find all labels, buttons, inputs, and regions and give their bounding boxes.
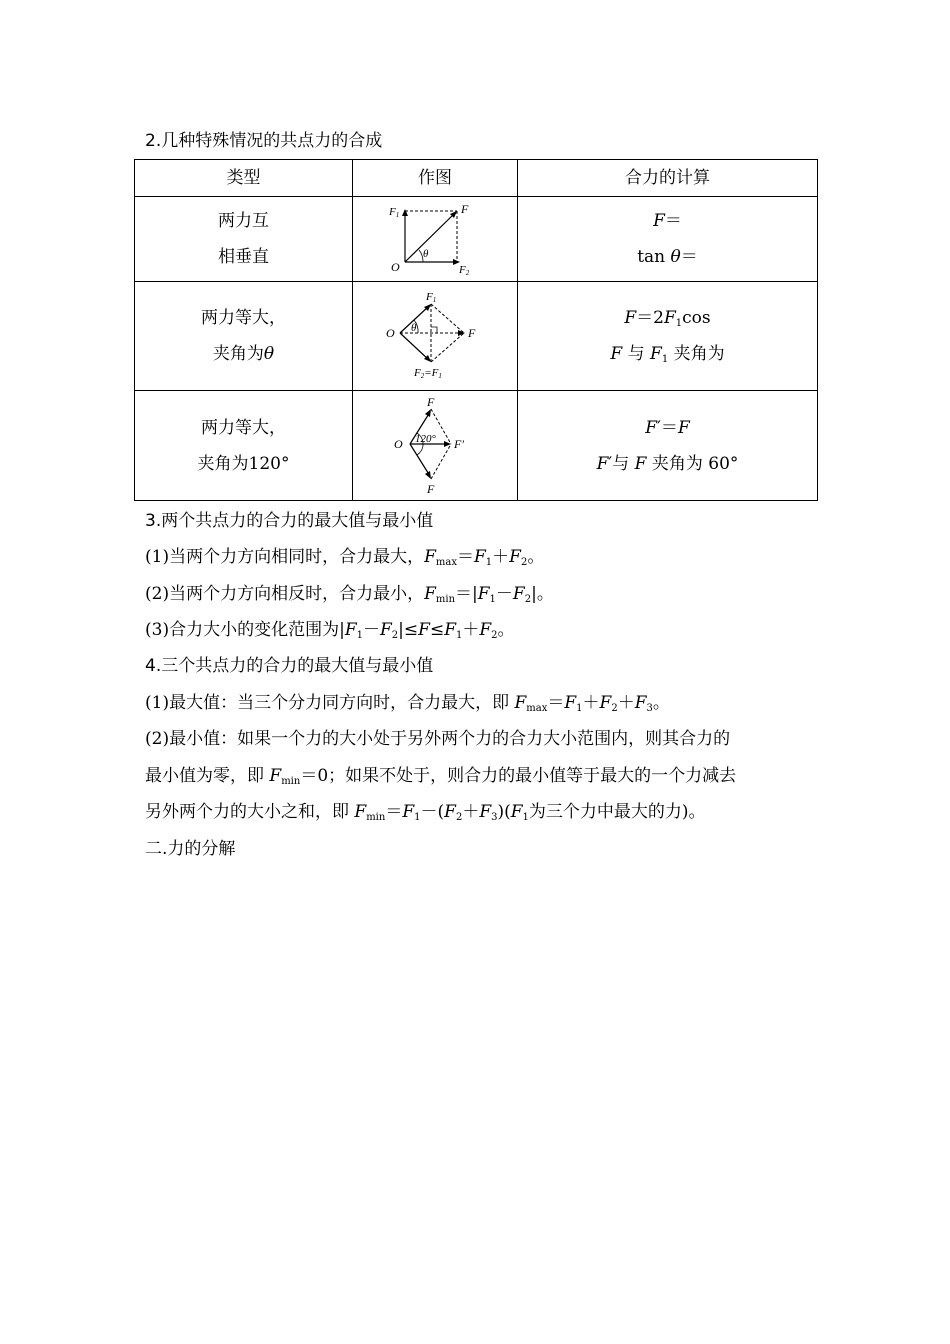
svg-text:O: O bbox=[394, 436, 403, 451]
type-cell: 两力等大， 夹角为120° bbox=[135, 391, 353, 501]
header-calc: 合力的计算 bbox=[518, 160, 818, 197]
paragraph: (3)合力大小的变化范围为$|F_1-F_2|\le F\le F_1+F_2$。 bbox=[145, 620, 515, 641]
svg-text:F: F bbox=[427, 481, 435, 496]
table-header-row bbox=[135, 160, 818, 197]
paragraph: 另外两个力的大小之和，即 $F_{min}=F_1-(F_2+F_3)(F_1$为三个力中最大的力)。 bbox=[145, 802, 706, 823]
svg-text:F: F bbox=[461, 202, 469, 216]
svg-text:θ: θ bbox=[411, 322, 417, 334]
paragraph: (2)当两个力方向相反时，合力最小，$F_{min}=|F_1-F_2|$。 bbox=[145, 584, 554, 605]
table-row bbox=[135, 197, 818, 282]
type-cell: 两力等大， 夹角为θ bbox=[135, 282, 353, 391]
svg-text:F2: F2 bbox=[459, 264, 470, 277]
svg-text:F′: F′ bbox=[454, 436, 464, 451]
forces-120-diagram bbox=[390, 396, 480, 496]
perpendicular-forces-diagram bbox=[387, 201, 483, 277]
svg-text:120°: 120° bbox=[415, 432, 436, 445]
table-row bbox=[135, 391, 818, 501]
calc-cell: F＝ tan θ＝ bbox=[518, 197, 818, 282]
calc-cell: $F=2F_1\cos$ F 与 $F_1$ 夹角为 bbox=[518, 282, 818, 391]
paragraph: 最小值为零，即 $F_{min}=0$；如果不处于，则合力的最小值等于最大的一个力减去 bbox=[145, 766, 737, 787]
svg-text:F: F bbox=[427, 395, 435, 409]
svg-text:θ: θ bbox=[423, 248, 429, 260]
header-diagram: 作图 bbox=[353, 160, 518, 197]
diagram-cell bbox=[353, 282, 518, 391]
type-cell: 两力互 相垂直 bbox=[135, 197, 353, 282]
svg-text:O: O bbox=[391, 260, 400, 274]
paragraph: (2)最小值：如果一个力的大小处于另外两个力的合力大小范围内，则其合力的 bbox=[145, 729, 731, 749]
header-type: 类型 bbox=[135, 160, 353, 197]
equal-forces-diagram bbox=[380, 288, 490, 384]
paragraph: (1)当两个力方向相同时，合力最大，$F_{max}=F_1+F_2$。 bbox=[145, 547, 545, 568]
svg-text:F1: F1 bbox=[426, 291, 437, 304]
composition-table bbox=[134, 159, 818, 501]
section-3-heading: 3.两个共点力的合力的最大值与最小值 bbox=[145, 511, 434, 531]
diagram-cell bbox=[353, 197, 518, 282]
section-2-heading: 2.几种特殊情况的共点力的合成 bbox=[145, 131, 383, 151]
diagram-cell bbox=[353, 391, 518, 501]
paragraph: (1)最大值：当三个分力同方向时，合力最大，即 $F_{max}=F_1+F_2+F_3$。 bbox=[145, 693, 670, 714]
section-decomposition-heading: 二.力的分解 bbox=[145, 839, 236, 859]
calc-cell: F′＝F F′与 F 夹角为 60° bbox=[518, 391, 818, 501]
section-4-heading: 4.三个共点力的合力的最大值与最小值 bbox=[145, 656, 434, 676]
svg-text:F: F bbox=[468, 326, 476, 340]
svg-text:F2=F1: F2=F1 bbox=[414, 367, 442, 380]
svg-text:F1: F1 bbox=[389, 206, 400, 219]
svg-text:O: O bbox=[386, 326, 395, 340]
table-row bbox=[135, 282, 818, 391]
